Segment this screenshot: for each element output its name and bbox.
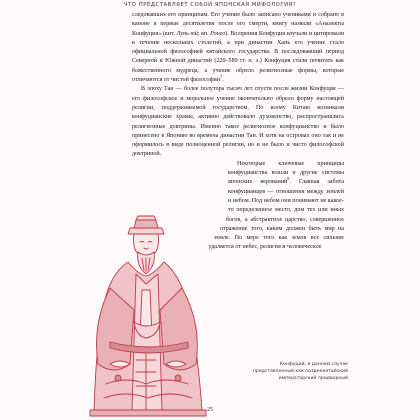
running-head: ЧТО ПРЕДСТАВЛЯЕТ СОБОЙ ЯПОНСКАЯ МИФОЛОГИЯ? [123,2,297,8]
figure-caption: Конфуций, в данном случае представленный как позднекитайский императорский придворный [252,362,348,381]
hat [128,228,164,234]
page-number: 25 [207,407,213,413]
italic-term: Ронго [210,30,226,37]
text-run: ). Воззрения Конфуция изучали и цитировали в течение нескольких столетий, а при династии Хань его учение стало официальной философией китайского государства. В последовавший период Северной и Южной династий (220–589 гг. н. э.) Конфуция стали почитать как божественного мудреца, а учение обрело религиозные формы, которые отличаются от чистой философии [132,30,344,84]
confucius-figure [90,216,206,416]
footnote-ref[interactable]: 7 [220,74,223,80]
text-run: ; яп. [197,30,211,37]
face [134,234,159,257]
text-run: В эпоху Тан — более полутора тысяч лет спустя после жизни Конфуция — его философское и моральное учение окончательно обрело форму настоящей религии, поддерживаемой государством. По всему Китаю возникали конфуцианские храмы, активно действовало духовенство, распространялись религиозные доктрины. Именно такое религиозное конфуцианство и было принесено в Японию во времена династии Тан. И хотя на островах оно так и не оформилось в виде полноценной религии, но и не было и чисто философской доктриной. [132,86,344,158]
footnote-ref[interactable]: 8 [287,176,290,182]
text-run: . [222,77,224,84]
paragraph-1 [132,11,344,85]
italic-term: Лунь юй [176,30,198,37]
text-run: Некоторые ключевые принципы конфуцианства вошли в другие системы японских верований [228,160,344,186]
text-run: . Главная забота конфуцианцев — отношения между землей и небом. Под небом они понимают не какое-то определенное место, дом тех или иных богов, а абстрактное царство, совершенное отражение того, каким должен быть мир на земле. По мере того как земля все сильнее удаляется от небес, религия и человеческое [208,179,344,251]
confucius-illustration [70,214,230,418]
text-run: следовавших его принципам. Его учение было записано учениками и собрано в каноне в первые десятилетия после его смерти, книгу назвали «Аналекты Конфуция» (кит. [132,12,344,37]
paragraph-2 [132,85,344,159]
